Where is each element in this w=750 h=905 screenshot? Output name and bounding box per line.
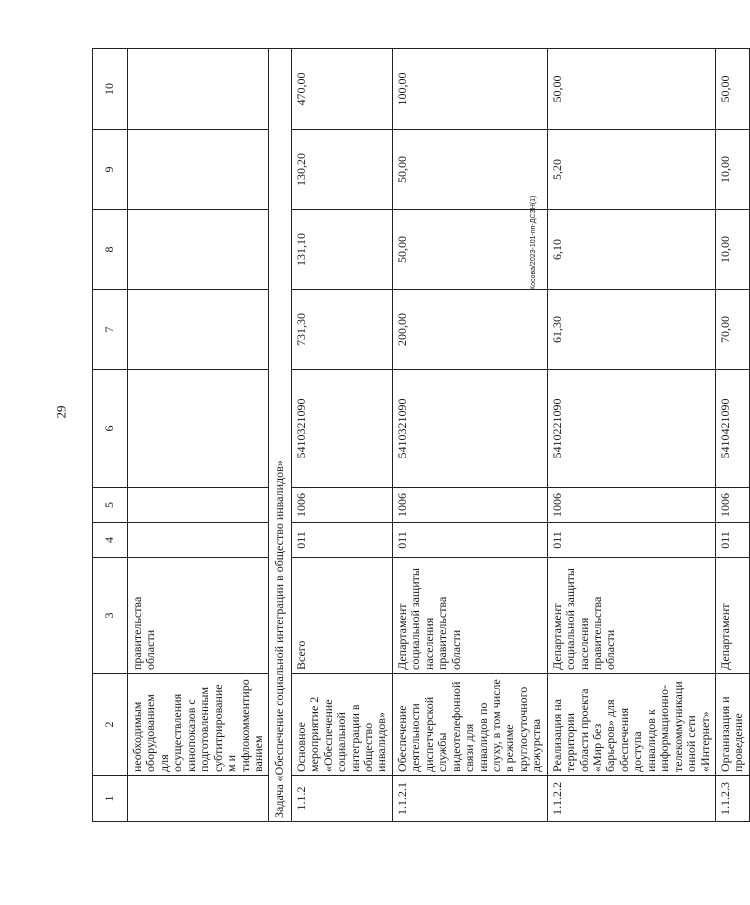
cell-exec: Департамент xyxy=(715,558,749,674)
cell-c7: 731,30 xyxy=(291,290,392,370)
cell-c9: 5,20 xyxy=(547,130,715,210)
table-row xyxy=(291,49,392,822)
cell-c5: 1006 xyxy=(547,488,715,523)
cell-c4: 011 xyxy=(291,523,392,558)
header-cell: 10 xyxy=(93,49,128,130)
cell-c4: 011 xyxy=(547,523,715,558)
cell-exec: Департамент социальной защиты населения правительства области xyxy=(392,558,547,674)
cell-c7: 200,00 xyxy=(392,290,547,370)
cell-exec: Департамент социальной защиты населения правительства области xyxy=(547,558,715,674)
cell-num: 1.1.2.2 xyxy=(547,776,715,822)
table-row xyxy=(128,49,269,822)
cell-c7: 70,00 xyxy=(715,290,749,370)
cell-num: 1.1.2 xyxy=(291,776,392,822)
header-cell: 5 xyxy=(93,488,128,523)
cell-c9: 130,20 xyxy=(291,130,392,210)
header-cell: 8 xyxy=(93,210,128,290)
cell-c6: 5410321090 xyxy=(392,370,547,488)
cell-c8: 6,10 xyxy=(547,210,715,290)
cell-c10: 470,00 xyxy=(291,49,392,130)
cell-c5: 1006 xyxy=(392,488,547,523)
cell-c8: 50,00 xyxy=(392,210,547,290)
header-cell: 7 xyxy=(93,290,128,370)
cell-c5: 1006 xyxy=(291,488,392,523)
cell-c9: 10,00 xyxy=(715,130,749,210)
cell-c6: 5410421090 xyxy=(715,370,749,488)
cell-c4: 011 xyxy=(715,523,749,558)
cell-num: 1.1.2.1 xyxy=(392,776,547,822)
header-cell: 4 xyxy=(93,523,128,558)
cell-name: Организация и проведение xyxy=(715,674,749,776)
cell-num: 1.1.2.3 xyxy=(715,776,749,822)
cell-c6: 5410321090 xyxy=(291,370,392,488)
cell-exec: правительства области xyxy=(128,558,269,674)
cell-c9: 50,00 xyxy=(392,130,547,210)
cell-c8: 131,10 xyxy=(291,210,392,290)
cell-c5: 1006 xyxy=(715,488,749,523)
task-title: Задача «Обеспечение социальной интеграции в общество инвалидов» xyxy=(269,49,291,822)
header-cell: 1 xyxy=(93,776,128,822)
cell-c10: 100,00 xyxy=(392,49,547,130)
table-row xyxy=(392,49,547,822)
cell-c8: 10,00 xyxy=(715,210,749,290)
page-number: 29 xyxy=(53,405,69,419)
header-cell: 9 xyxy=(93,130,128,210)
header-cell: 6 xyxy=(93,370,128,488)
table-row xyxy=(715,49,749,822)
cell-c6: 5410221090 xyxy=(547,370,715,488)
table-header-row xyxy=(93,49,128,822)
rotated-table-container xyxy=(92,49,746,822)
cell-c10: 50,00 xyxy=(715,49,749,130)
cell-name: Основное мероприятие 2 «Обеспечение социальной интеграции в общество инвалидов» xyxy=(291,674,392,776)
document-code: Косова/2023-101-пп-ДСЗН(1) xyxy=(530,195,537,290)
cell-num xyxy=(128,776,269,822)
cell-name: Обеспечение деятельности диспетчерской службы видеотелефонной связи для инвалидов по слуху, в том числе в режиме круглосуточного дежурства xyxy=(392,674,547,776)
header-cell: 2 xyxy=(93,674,128,776)
task-row xyxy=(269,49,291,822)
cell-name: Реализация на территории области проекта «Мир без барьеров» для обеспечения доступа инвалидов к информационно-телекоммуникационной сети «Интернет» xyxy=(547,674,715,776)
cell-c10: 50,00 xyxy=(547,49,715,130)
cell-c7: 61,30 xyxy=(547,290,715,370)
table-row xyxy=(547,49,715,822)
budget-table xyxy=(92,48,750,822)
cell-exec: Всего xyxy=(291,558,392,674)
header-cell: 3 xyxy=(93,558,128,674)
cell-name: необходимым оборудованием для осуществления кинопоказов с подготовленным субтитрированием и тифлокомментированием xyxy=(128,674,269,776)
cell-c4: 011 xyxy=(392,523,547,558)
